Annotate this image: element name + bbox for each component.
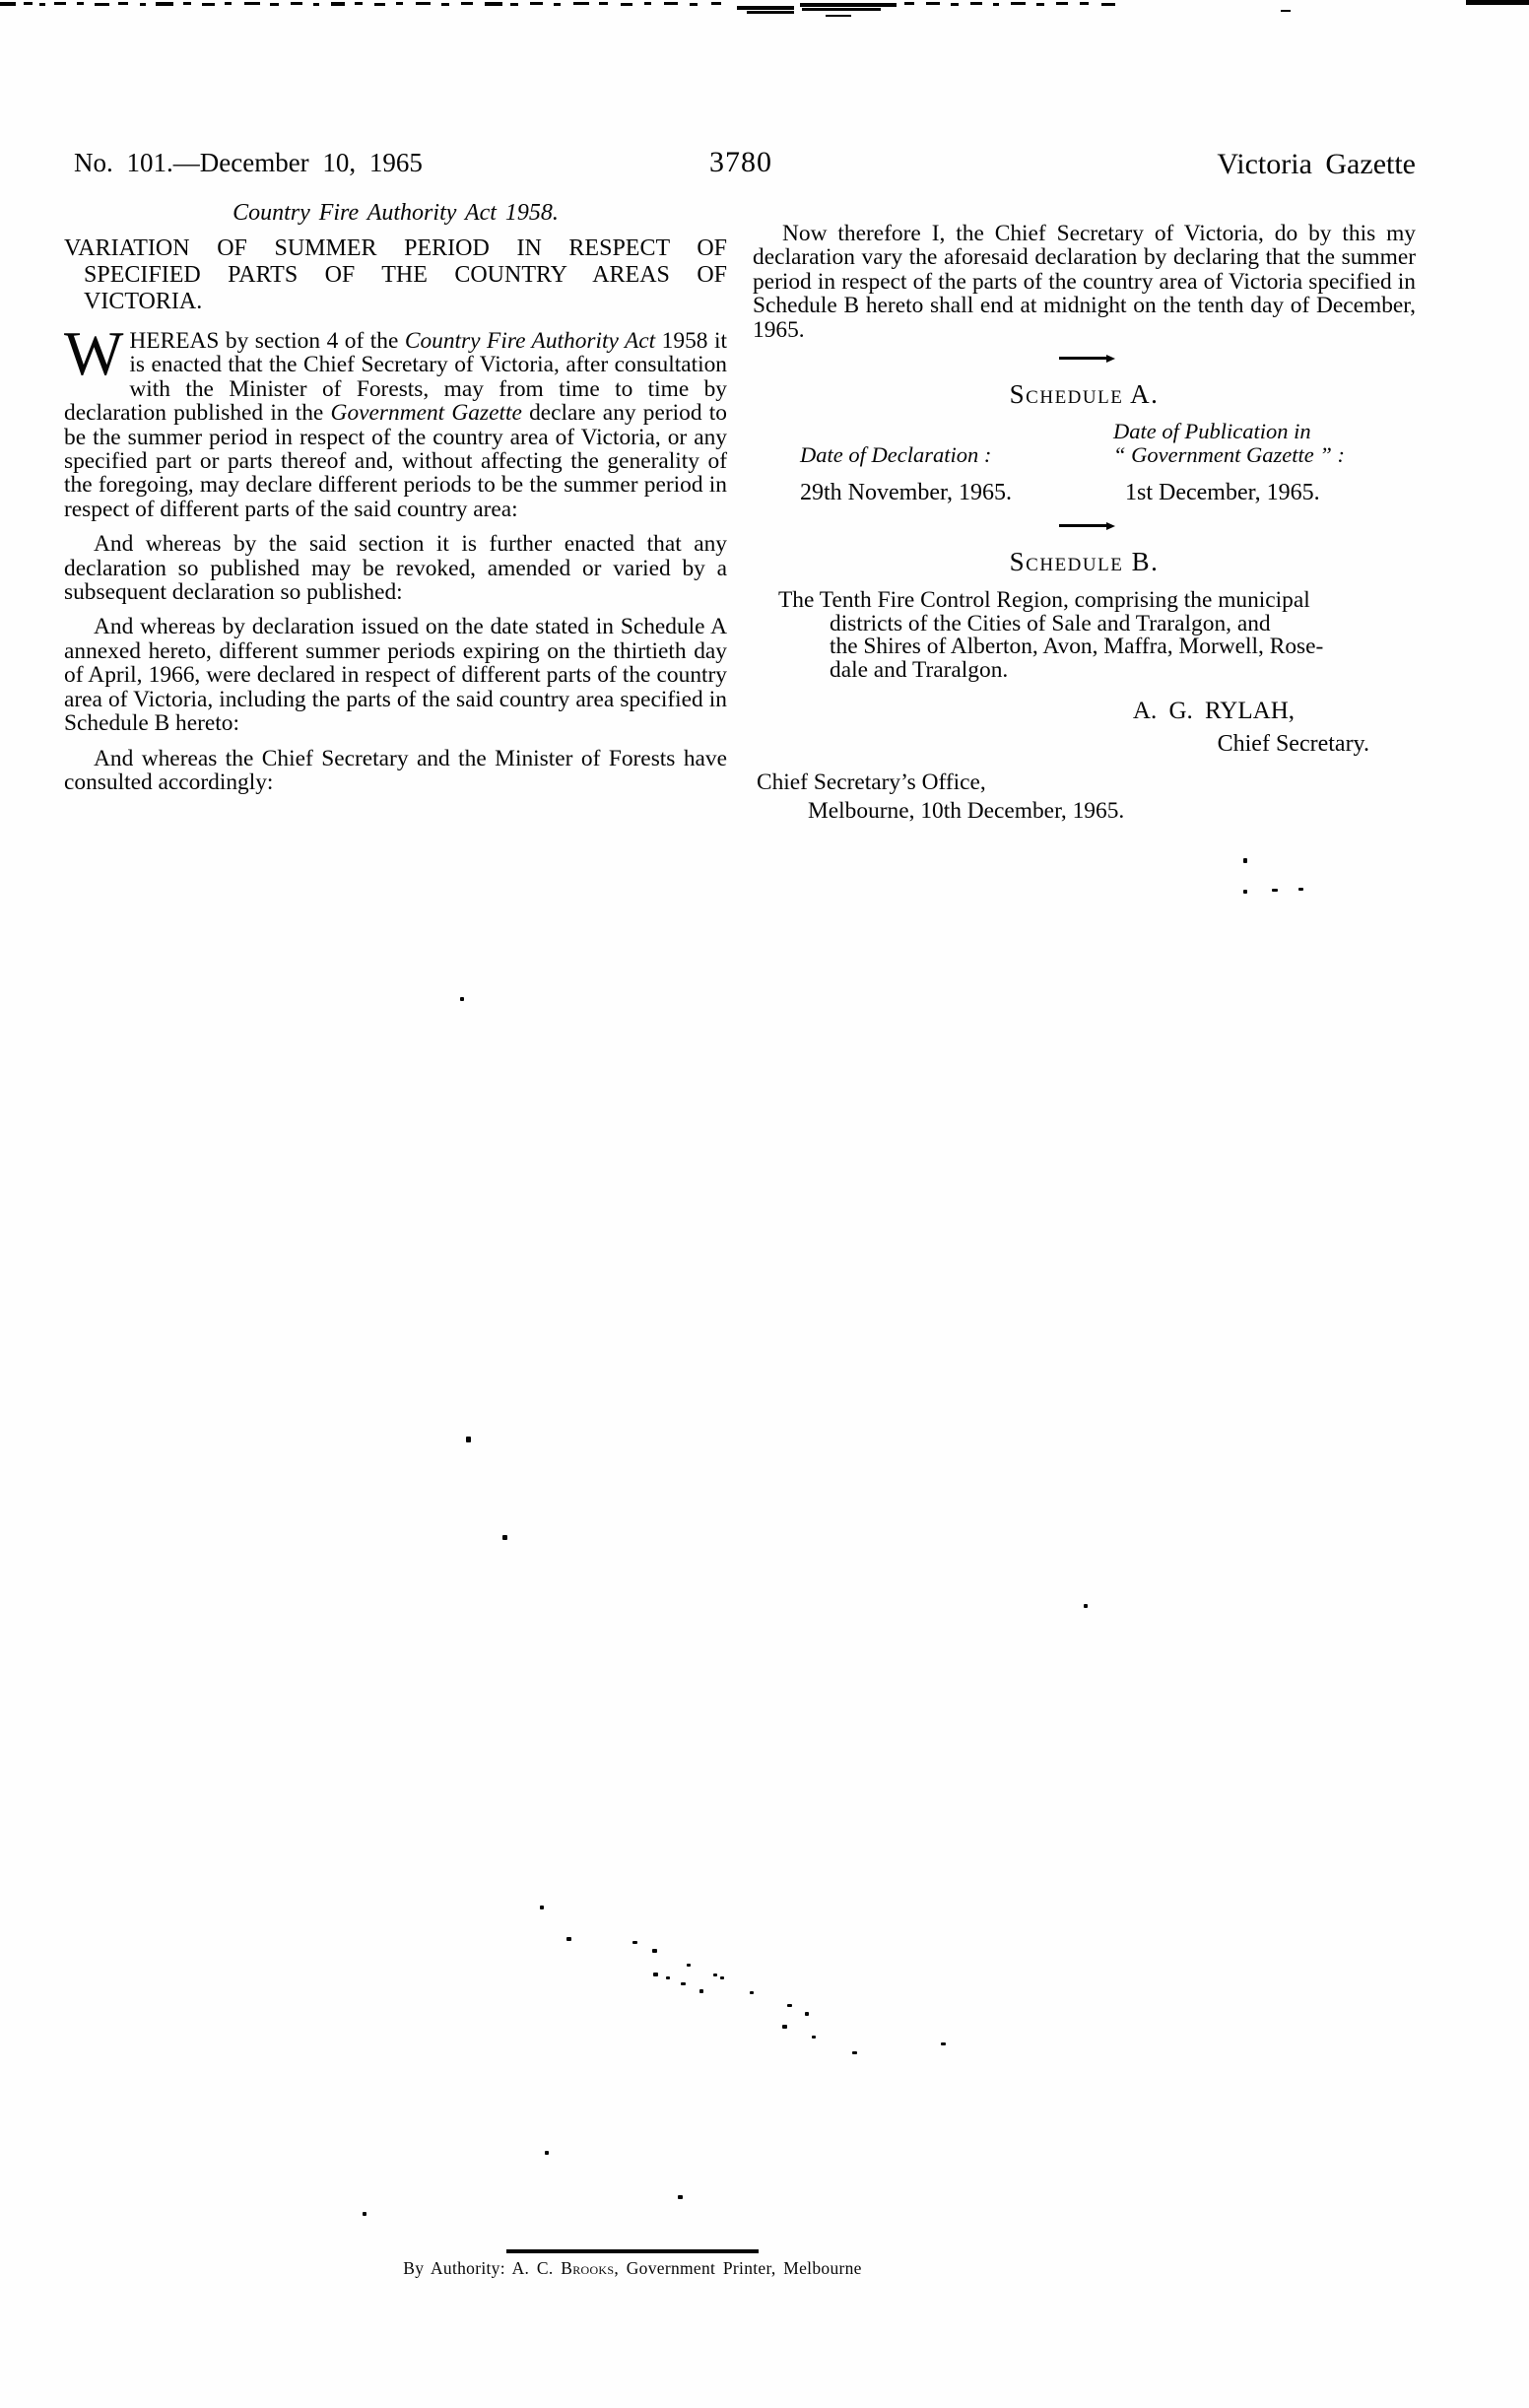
scan-artifact — [355, 2, 363, 5]
scan-artifact — [1272, 889, 1278, 892]
scan-artifact — [156, 2, 173, 6]
page-number: 3780 — [709, 146, 772, 178]
declaration-paragraph: Now therefore I, the Chief Secretary of Victoria, do by this my declaration vary the aforesaid declaration by declaring that the summer period in respect of the parts of the country area of Victoria specified in Schedule B hereto shall end at midnight on the tenth day of December, 1965. — [753, 221, 1416, 343]
schedule-b-body — [753, 589, 1416, 682]
signature-name: A. G. RYLAH, — [1132, 698, 1295, 725]
left-column — [64, 200, 727, 794]
scan-artifact — [904, 2, 914, 5]
section-divider-rule — [1059, 524, 1110, 527]
scan-artifact — [554, 3, 561, 6]
scan-artifact — [502, 1535, 507, 1540]
date-of-publication-label-line-2: “ Government Gazette ” : — [1113, 442, 1345, 468]
scan-artifact — [374, 3, 385, 6]
scan-artifact — [632, 1941, 637, 1944]
scan-artifact — [573, 2, 589, 5]
scan-artifact — [678, 2195, 683, 2199]
scan-artifact — [621, 3, 632, 6]
scan-artifact — [805, 2012, 809, 2016]
scan-artifact — [690, 3, 698, 6]
schedule-b-title: Schedule B. — [1009, 547, 1160, 577]
publication-title: Victoria Gazette — [1217, 148, 1416, 180]
scan-artifact — [441, 3, 449, 6]
whereas-paragraph: WHEREAS by section 4 of the Country Fire Authority Act 1958 it is enacted that the Chief Secretary of Victoria, after consultation with the Minister of Forests, may from time to time by declaration published in the Government Gazette declare any period to be the summer period in respect of the country area of Victoria, or any specified part or parts thereof and, without affecting the generality of the foregoing, may declare different periods to be the summer period in respect of different parts of the said country area: — [64, 318, 727, 522]
office-address-line-1: Chief Secretary’s Office, — [757, 769, 986, 796]
scan-artifact — [95, 3, 109, 6]
scan-artifact — [599, 2, 608, 5]
date-of-declaration-label: Date of Declaration : — [800, 442, 992, 468]
scan-artifact — [466, 1437, 471, 1442]
scan-artifact — [291, 2, 302, 5]
scan-artifact — [681, 1982, 686, 1985]
recital-paragraph-revocation: And whereas by the said section it is further enacted that any declaration so published may be revoked, amended or varied by a subsequent declaration so published: — [64, 531, 727, 606]
scan-artifact — [664, 2, 678, 5]
scan-artifact — [941, 2042, 946, 2045]
scan-artifact — [750, 1991, 754, 1994]
footer-rule — [506, 2249, 759, 2253]
scan-artifact — [653, 1973, 658, 1976]
scan-artifact — [826, 15, 851, 17]
schedule-b-line: the Shires of Alberton, Avon, Maffra, Morwell, Rose- — [830, 634, 1324, 660]
recital-paragraph-consultation: And whereas the Chief Secretary and the Minister of Forests have consulted accordingly: — [64, 745, 727, 795]
scan-artifact — [24, 2, 33, 5]
scan-artifact — [202, 3, 215, 6]
recital-paragraph-declaration: And whereas by declaration issued on the date stated in Schedule A annexed hereto, different summer periods expiring on the thirtieth day of April, 1966, were declared in respect of different parts of the country area of Victoria, including the parts of the said country area specified in Schedule B hereto: — [64, 614, 727, 737]
act-title: Country Fire Authority Act 1958. — [233, 200, 559, 226]
scan-artifact — [54, 2, 66, 5]
signature-title: Chief Secretary. — [1217, 731, 1369, 758]
date-of-declaration-value: 29th November, 1965. — [800, 480, 1013, 506]
scan-artifact — [510, 3, 518, 6]
scan-artifact — [1011, 2, 1026, 5]
scan-artifact — [1466, 0, 1529, 5]
issue-number: No. 101.—December 10, 1965 — [74, 148, 423, 177]
scan-artifact — [1084, 1604, 1088, 1608]
scan-artifact — [1101, 3, 1115, 6]
scan-artifact — [1243, 890, 1247, 894]
date-of-publication-value: 1st December, 1965. — [1125, 480, 1320, 506]
scan-artifact — [485, 2, 502, 6]
schedule-b-line: districts of the Cities of Sale and Traralgon, and — [830, 610, 1271, 636]
scan-artifact — [970, 2, 982, 5]
scan-artifact — [1036, 3, 1044, 6]
variation-heading-line-1: VARIATION OF SUMMER PERIOD IN RESPECT OF — [64, 235, 727, 261]
scan-artifact — [461, 2, 473, 5]
scan-artifact — [530, 2, 543, 5]
scan-artifact — [545, 2151, 549, 2155]
scan-artifact — [713, 1973, 717, 1976]
scan-artifact — [416, 2, 431, 5]
date-of-publication-label-line-1: Date of Publication in — [1113, 419, 1311, 444]
scan-artifact — [699, 1989, 703, 1993]
scan-artifact — [363, 2212, 366, 2216]
page-header — [74, 146, 1416, 187]
section-divider-rule — [1059, 357, 1110, 360]
variation-heading — [64, 235, 727, 315]
drop-cap: W — [64, 318, 124, 388]
scan-artifact — [644, 2, 651, 5]
scan-artifact — [270, 3, 279, 6]
scan-artifact — [1056, 2, 1068, 5]
scan-artifact — [720, 1976, 724, 1979]
scan-artifact — [687, 1964, 691, 1967]
date-of-publication-label — [1113, 420, 1409, 467]
scan-artifact — [711, 2, 721, 5]
variation-heading-line-2: SPECIFIED PARTS OF THE COUNTRY AREAS OF — [84, 262, 727, 288]
scan-artifact — [566, 1937, 571, 1941]
scan-artifact — [118, 2, 128, 5]
footer-imprint — [376, 2249, 889, 2279]
scan-artifact — [926, 2, 940, 5]
scan-artifact — [782, 2025, 787, 2029]
footer-imprint-text: By Authority: A. C. Brooks, Government Printer, Melbourne — [403, 2258, 862, 2278]
scan-artifact — [652, 1949, 657, 1953]
scan-artifact — [0, 2, 16, 6]
scan-artifact — [77, 2, 84, 5]
scan-artifact — [313, 3, 319, 6]
scan-artifact — [1281, 10, 1291, 12]
scan-artifact — [951, 3, 959, 6]
scan-artifact — [852, 2051, 857, 2054]
scan-artifact — [666, 1976, 670, 1979]
scan-artifact — [183, 2, 191, 5]
scan-artifact — [1298, 888, 1303, 891]
scan-artifact — [993, 3, 999, 6]
right-column — [753, 222, 1416, 825]
scan-artifact — [787, 2004, 792, 2007]
scan-artifact — [1080, 2, 1089, 5]
scan-artifact — [747, 11, 794, 14]
office-address-line-2: Melbourne, 10th December, 1965. — [808, 798, 1125, 825]
schedule-a-table — [800, 420, 1416, 506]
scan-artifact — [396, 2, 403, 5]
schedule-b-line: The Tenth Fire Control Region, comprising the municipal — [778, 587, 1310, 614]
scan-artifact — [737, 6, 794, 10]
scan-artifact — [39, 3, 45, 6]
schedule-b-line: dale and Traralgon. — [830, 656, 1009, 683]
schedule-a-title: Schedule A. — [1009, 379, 1160, 410]
scan-artifact — [140, 3, 146, 6]
scan-artifact — [540, 1906, 544, 1909]
scan-artifact — [331, 2, 345, 6]
scan-artifact — [460, 997, 464, 1001]
scan-artifact — [244, 2, 260, 5]
scan-artifact — [802, 8, 881, 11]
scan-artifact — [1243, 858, 1247, 863]
variation-heading-line-3: VICTORIA. — [84, 289, 203, 314]
scan-artifact — [812, 2036, 816, 2039]
scan-artifact — [800, 3, 897, 7]
scan-artifact — [225, 2, 232, 5]
